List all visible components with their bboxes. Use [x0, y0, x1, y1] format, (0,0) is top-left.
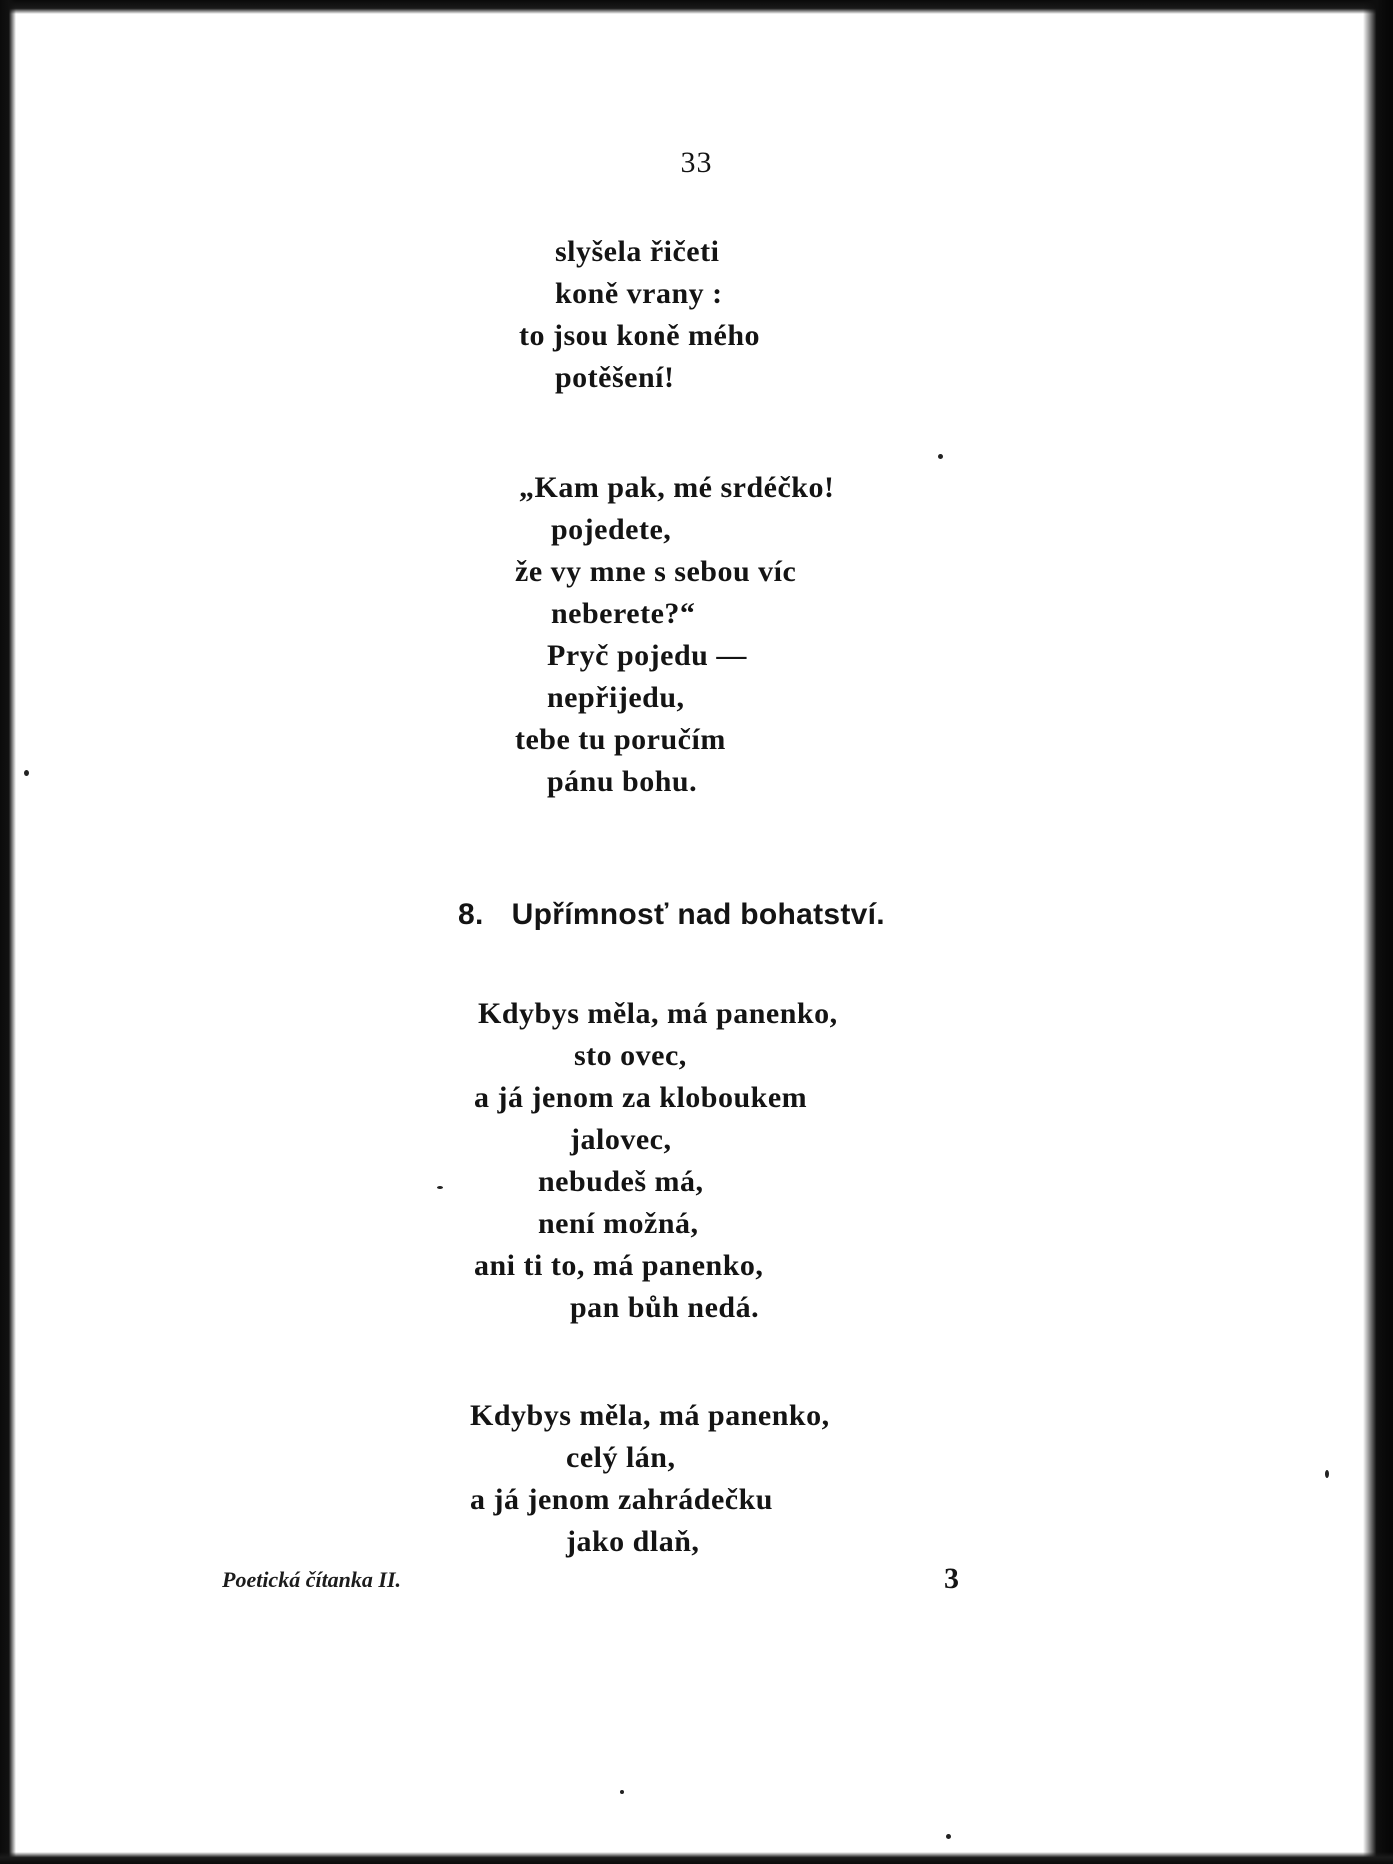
- poem-line: nepřijedu,: [547, 681, 685, 714]
- poem-line: jako dlaň,: [566, 1525, 700, 1558]
- page-number: 33: [680, 146, 713, 179]
- poem-line: tebe tu poručím: [515, 723, 726, 756]
- scan-edge-left: [0, 0, 16, 1864]
- scan-speck: [1325, 1470, 1329, 1478]
- poem-line: potěšení!: [555, 361, 675, 394]
- poem-line: Kdybys měla, má panenko,: [478, 997, 838, 1030]
- poem-line: pojedete,: [551, 513, 672, 546]
- poem-line: a já jenom za kloboukem: [474, 1081, 808, 1114]
- poem-line: nebudeš má,: [538, 1165, 704, 1198]
- poem-line: že vy mne s sebou víc: [515, 555, 797, 588]
- poem-line: to jsou koně mého: [519, 319, 761, 352]
- section-title: Upřímnosť nad bohatství.: [511, 898, 885, 931]
- scan-speck: [437, 1186, 443, 1189]
- poem-line: pánu bohu.: [547, 765, 698, 798]
- poem-line: slyšela řičeti: [555, 235, 720, 268]
- footer-book-title: Poetická čítanka II.: [222, 1567, 402, 1592]
- poem-line: jalovec,: [570, 1123, 672, 1156]
- poem-line: ani ti to, má panenko,: [474, 1249, 764, 1282]
- section-heading: [458, 898, 885, 932]
- section-number: 8.: [458, 898, 484, 931]
- poem-line: není možná,: [538, 1207, 699, 1240]
- poem-line: Pryč pojedu —: [547, 639, 747, 672]
- poem-line: Kdybys měla, má panenko,: [470, 1399, 830, 1432]
- poem-line: sto ovec,: [574, 1039, 687, 1072]
- poem-line: koně vrany :: [555, 277, 723, 310]
- scan-speck: [938, 454, 943, 459]
- poem-line: „Kam pak, mé srdéčko!: [519, 471, 835, 504]
- scan-speck: [946, 1834, 951, 1839]
- scan-speck: [620, 1790, 624, 1794]
- scan-edge-right: [1363, 0, 1393, 1864]
- poem-line: neberete?“: [551, 597, 696, 630]
- poem-line: pan bůh nedá.: [570, 1291, 760, 1324]
- poem-line: a já jenom zahrádečku: [470, 1483, 773, 1516]
- footer-signature-mark: 3: [944, 1562, 959, 1595]
- scan-edge-top: [0, 0, 1393, 14]
- scan-edge-bottom: [0, 1852, 1393, 1864]
- scan-speck: [24, 770, 29, 776]
- poem-line: celý lán,: [566, 1441, 676, 1474]
